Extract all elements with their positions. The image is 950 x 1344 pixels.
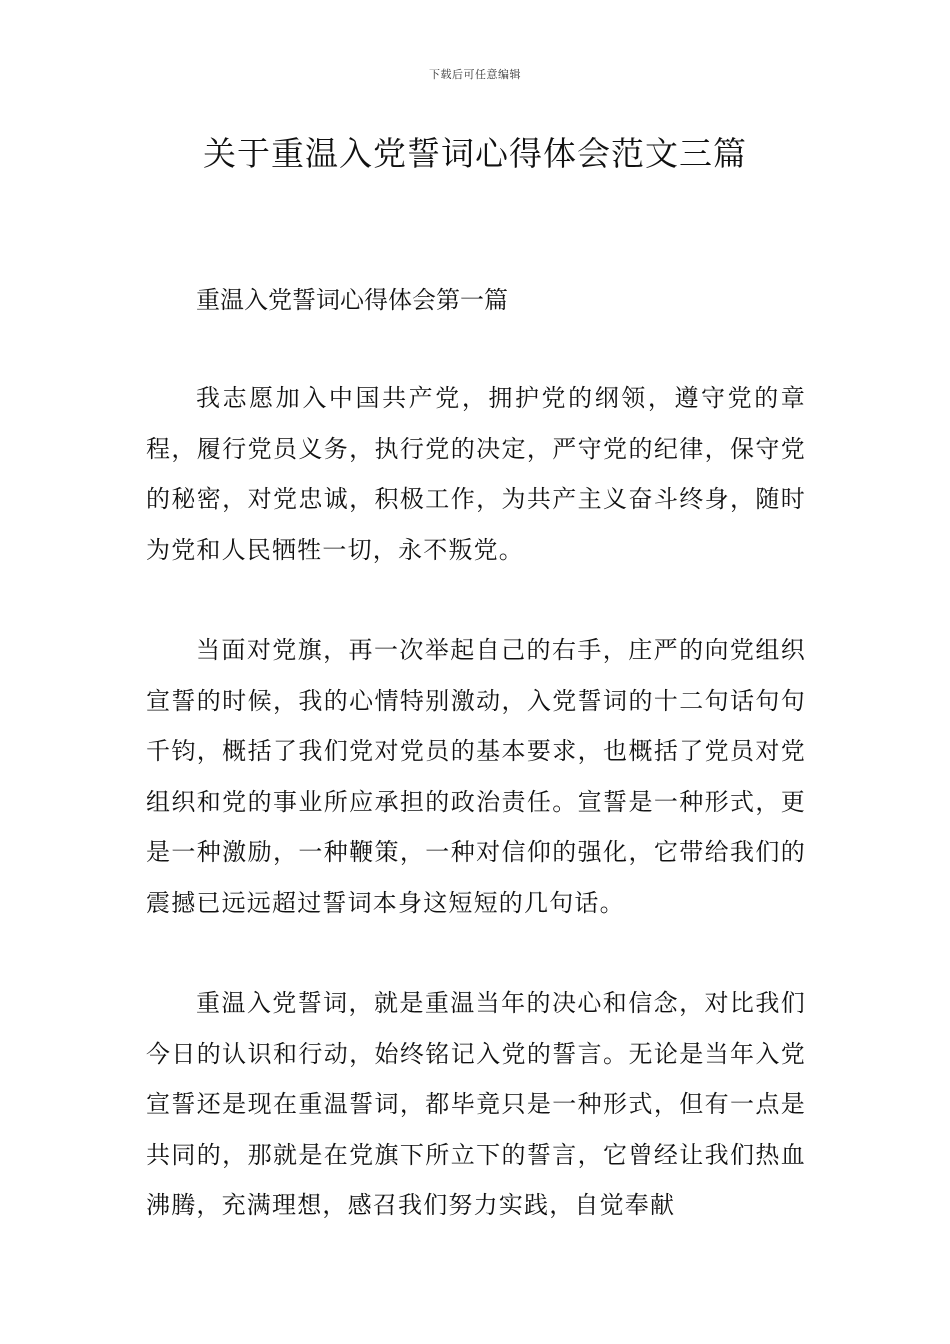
paragraph-3: 重温入党誓词，就是重温当年的决心和信念，对比我们今日的认识和行动，始终铭记入党的誓言。无论是当年入党宣誓还是现在重温誓词，都毕竟只是一种形式，但有一点是共同的，那就是在党旗下所立下的誓言，它曾经让我们热血沸腾，充满理想，感召我们努力实践，自觉奉献 [146, 989, 806, 1219]
section-heading: 重温入党誓词心得体会第一篇 [196, 286, 508, 314]
header-note: 下载后可任意编辑 [429, 68, 521, 81]
document-title: 关于重温入党誓词心得体会范文三篇 [203, 134, 747, 173]
paragraph-2: 当面对党旗，再一次举起自己的右手，庄严的向党组织宣誓的时候，我的心情特别激动，入党誓词的十二句话句句千钧，概括了我们党对党员的基本要求，也概括了党员对党组织和党的事业所应承担的政治责任。宣誓是一种形式，更是一种激励，一种鞭策，一种对信仰的强化，它带给我们的震撼已远远超过誓词本身这短短的几句话。 [146, 636, 806, 917]
paragraph-1: 我志愿加入中国共产党，拥护党的纲领，遵守党的章程，履行党员义务，执行党的决定，严守党的纪律，保守党的秘密，对党忠诚，积极工作，为共产主义奋斗终身，随时为党和人民牺牲一切，永不叛党。 [146, 384, 806, 564]
document-body [146, 280, 806, 1281]
